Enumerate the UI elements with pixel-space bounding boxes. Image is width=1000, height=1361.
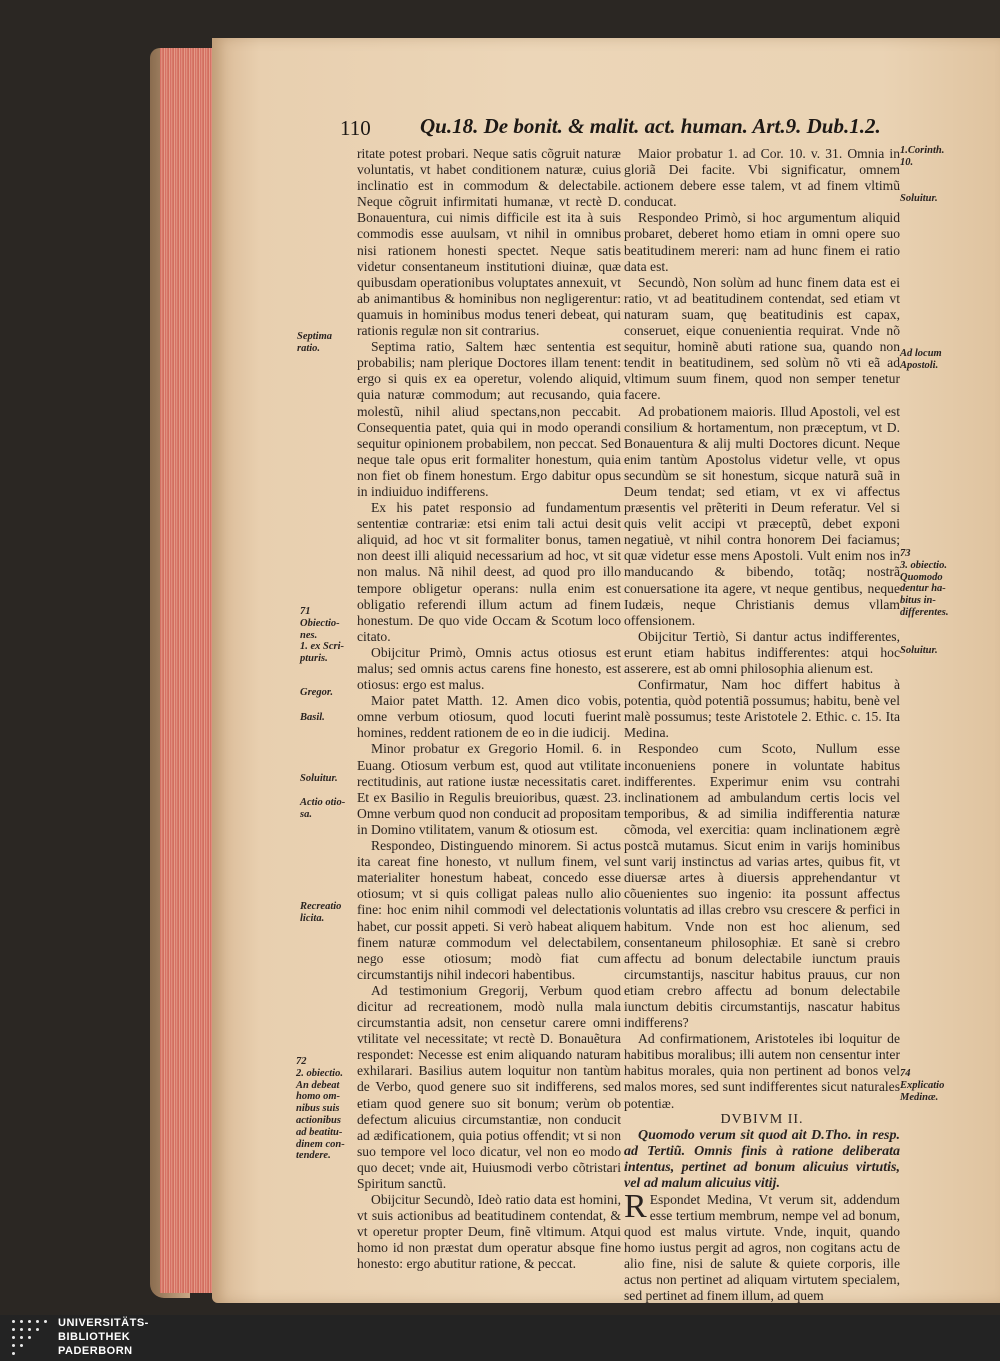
paragraph: Obijcitur Tertiò, Si dantur actus indifferentes, erunt etiam habitus indifferentes: atqui hoc asserere, est ab omni philosophia alienum est. [624, 628, 900, 676]
margin-note-left: Soluitur. [300, 773, 338, 784]
text-column-right [624, 146, 900, 1304]
margin-note-right: Ad locum Apostoli. [900, 348, 942, 371]
paragraph: Ad probationem maioris. Illud Apostoli, vel est consilium & hortamentum, non præceptum, vt D. Bonauentura & alij multi Doctores dicunt. Neque enim tantùm Apostolus videtur velle, vt opus secundùm se sit honestum, sicque naturã suã in Deum tendat; sed etiam, vt ex vi affectus præsentis vel prẽteriti in Deum referatur. Vel si quis velit accipi vt præceptũ, debet exponi negatiuè, vt nihil contra honorem Dei faciamus; quæ videtur esse mens Apostoli. Vult enim nos in manducando & bibendo, totãq; nostrã conuersatione ita agere, vt neque gentibus, neque Iudæis, neque Christianis demus vllam offensionem. [624, 403, 900, 628]
running-title: Qu.18. De bonit. & malit. act. human. Art.9. Dub.1.2. [420, 114, 881, 138]
dubium-subheading: Quomodo verum sit quod ait D.Tho. in resp. ad Tertiũ. Omnis finis à ratione deliberata intentus, pertinet ad bonum alicuius virtutis, vel ad malum alicuius vitij. [624, 1127, 900, 1191]
library-footer [0, 1315, 1000, 1361]
library-name-line3: PADERBORN [58, 1345, 133, 1357]
paragraph: Respondeo Primò, si hoc argumentum aliquid probaret, deberet homo etiam in omni opere suo beatitudinem mereri: nam ad hunc finem ei ratio data est. [624, 210, 900, 274]
margin-note-left: 71 Obiectio- nes. 1. ex Scri- pturis. [300, 606, 345, 665]
page-header [340, 112, 950, 146]
paragraph: Septima ratio, Saltem hæc sententia est probabilis; nam plerique Doctores illam tenent: ergo si quis ex ea operetur, volendo aliquid, quia naturæ commodum; aut recusando, quia molestũ, nihil aliud spectans,non peccabit. Consequentia patet, quia qui in modo operandi sequitur opinionem probabilem, non peccat. Sed neque tale opus erit formaliter honestum, quia non fiet ob finem honestum. Ergo dabitur opus in indiuiduo indifferens. [357, 339, 621, 499]
paragraph: Maior patet Matth. 12. Amen dico vobis, omne verbum otiosum, quod locuti fuerint homines, reddent rationem de eo in die iudicij. [357, 693, 621, 741]
margin-note-right: Soluitur. [900, 193, 938, 204]
dubium-paragraph [624, 1187, 900, 1305]
paragraph: Confirmatur, Nam hoc differt habitus à potentia, quòd potentiã possumus; habitu, benè vel malè possumus; teste Aristotele 2. Ethic. c. 15. Ita Medina. [624, 677, 900, 741]
red-page-edges [160, 48, 218, 1293]
margin-note-left: Septima ratio. [297, 331, 333, 354]
paragraph: Respondeo, Distinguendo minorem. Si actus ita careat fine honesto, vt nullum finem, vel materialiter honestum habeat, concedo esse otiosum; vt si quis colligat paleas nullo alio fine: hoc enim nihil commodi vel delectationis habet, cur possit appeti. Si verò habeat aliquem finem naturæ commodum vel delectabilem, nego esse otiosum; modò fiat cum circumstantijs nihil indecori habentibus. [357, 838, 621, 982]
paragraph: Obijcitur Primò, Omnis actus otiosus est malus; sed omnis actus carens fine honesto, est otiosus: ergo est malus. [357, 644, 621, 693]
page-number: 110 [340, 116, 371, 140]
margin-note-right: 1.Corinth. 10. [900, 145, 945, 168]
paragraph: Respondeo cum Scoto, Nullum esse inconueniens ponere in voluntate habitus indifferentes. Experimur enim vsu contrahi inclinationem ad ambulandum certis locis vel temporibus, & ad similia indifferentia naturæ cõmoda, vel exercitia: quam inclinationem ægrè postcã mutamus. Sicut enim in varijs hominibus sunt varij instinctus ad varias artes, quibus fit, vt diuersæ artes à diuersis apprehendantur vt cõuenientes suo ingenio: ita possunt affectus voluntatis ad illas crebro vsu crescere & perfici in habitum. Vnde non est hoc alienum, sed consentaneum philosophiæ. Et sanè si crebro affectu ad bonum delectabile iunctum prauis circumstantijs, nascitur habitus prauus, cur non etiam crebro affectu ad bonum delectabile iunctum debitis circumstantijs, nascatur habitus indifferens? [624, 741, 900, 1031]
margin-note-left: Basil. [300, 712, 325, 723]
paragraph: Obijcitur Secundò, Ideò ratio data est homini, vt suis actionibus ad beatitudinem contendat, & vt operetur propter Deum, finẽ vltimum. Atqui homo id non præstat dum operatur absque fine honesto: ergo abutitur ratione, & peccat. [357, 1192, 621, 1272]
dubium-text: Espondet Medina, Vt verum sit, addendum esse tertium membrum, nempe vel ad bonum, quod est malus virtute. Vnde, inquit, quando homo iustus pergit ad agros, non cogitans actu de alio fine, nisi de salute & quiete corporis, ille actus non pertinet ad aliquam virtutem specialem, sed pertinet ad finem illum, ad quem [624, 1191, 900, 1304]
drop-capital: R [624, 1187, 647, 1225]
paragraph: Maior probatur 1. ad Cor. 10. v. 31. Omnia in gloriã Dei facite. Vbi significatur, omnem actionem debere esse talem, vt ad finem vltimũ conducat. [624, 146, 900, 210]
library-name-line2: BIBLIOTHEK [58, 1331, 131, 1343]
library-name-line1: UNIVERSITÄTS- [58, 1317, 149, 1329]
paragraph: Ad testimonium Gregorij, Verbum quod dicitur ad recreationem, modò nulla mala circumstantia adsit, non censetur carere omni vtilitate vel necessitate; vt rectè D. Bonauẽtura respondet: Necesse est enim aliquando naturam exhilarari. Basilius autem loquitur non tantùm de Verbo, quod genere suo sit indifferens, sed etiam quod genere suo sit bonum; verùm ob defectum alicuius circumstantiæ, non conducit ad ædificationem, quia potius offendit; vt si non suo tempore vel loco dicatur, vel non eo modo quo decet; vnde ait, Huiusmodi verbo cõtristari Spiritum sanctũ. [357, 982, 621, 1191]
margin-note-right: 73 3. obiectio. Quomodo dentur ha- bitus in- differentes. [900, 548, 949, 618]
paragraph: Minor probatur ex Gregorio Homil. 6. in Euang. Otiosum verbum est, quod aut vtilitate rectitudinis, aut ratione iustæ necessitatis caret. Et ex Basilio in Regulis breuioribus, quæst. 23. Omne verbum quod non conducit ad propositam in Domino vtilitatem, vanum & otiosum est. [357, 741, 621, 837]
margin-note-left: Actio otio- sa. [300, 797, 346, 820]
paragraph: Ex his patet responsio ad fundamentum sententiæ contrariæ: etsi enim tali actui desit aliquid, ad hoc vt sit formaliter bonus, tamen non deest illi aliquid necessarium ad hoc, vt sit non malus. Nã nihil deest, ad quod pro illo tempore obligetur operans: nulla enim est obligatio referendi illum actum ad finem honestum. De quo vide Occam & Scotum loco citato. [357, 500, 621, 644]
dubium-heading: DVBIVM II. [720, 1111, 804, 1127]
margin-note-left: 72 2. obiectio. An debeat homo om- nibus suis actionibus ad beatitu- dinem con- tendere. [296, 1056, 345, 1162]
text-column-left [357, 146, 621, 1273]
paragraph: Ad confirmationem, Aristoteles ibi loquitur de habitibus moralibus; illi autem non censentur inter habitus morales, quia non pertinent ad bonos vel malos mores, sed sunt indifferentes sicut naturales potentiæ. [624, 1031, 900, 1111]
paragraph: ritate potest probari. Neque satis cõgruit naturæ voluntatis, vt habet conditionem naturæ, cuius inclinatio est in commodum & delectabile. Neque cõgruit infirmitati humanæ, vt rectè D. Bonauentura, cui nimis difficile est ita à suis commodis esse auulsam, vt nihil in omnibus nisi rationem honesti spectet. Neque satis videtur consentaneum institutioni diuinæ, quæ quibusdam operationibus voluptates annexuit, vt ab animantibus & hominibus non negligerentur: quamuis in hominibus modus teneri debeat, qui rationis regulæ non sit contrarius. [357, 146, 621, 339]
university-logo-icon [10, 1318, 50, 1358]
margin-note-right: 74 Explicatio Medinæ. [900, 1068, 945, 1103]
margin-note-left: Recreatio licita. [300, 901, 342, 924]
margin-note-right: Soluitur. [900, 645, 938, 656]
margin-note-left: Gregor. [300, 687, 333, 698]
paragraph: Secundò, Non solùm ad hunc finem data est ei ratio, vt ad beatitudinem contendat, sed etiam vt naturam suam, quę beatitudinis est capax, conseruet, eique conuenientia requirat. Vnde nõ sequitur, hominẽ abuti ratione sua, quando non tendit in beatitudinem, sed solùm nõ vti eã ad vltimum suum finem, quod non semper tenetur facere. [624, 274, 900, 403]
